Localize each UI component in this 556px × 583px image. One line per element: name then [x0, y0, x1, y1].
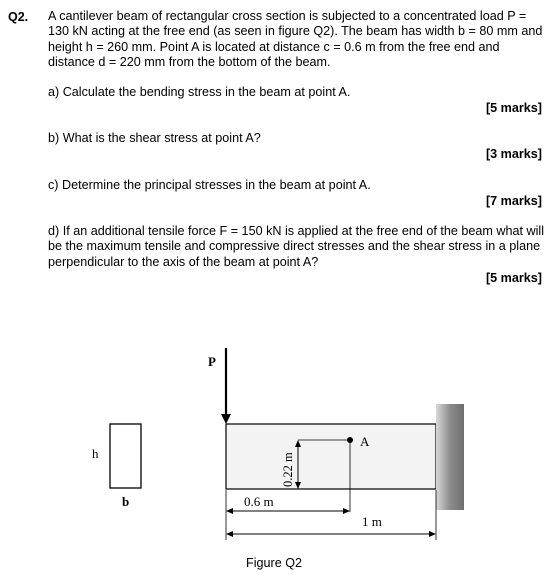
arrowhead-left-icon	[226, 531, 233, 537]
part-a-text: a) Calculate the bending stress in the beam at point A.	[48, 85, 351, 99]
part-b-marks: [3 marks]	[485, 147, 542, 161]
dim-c-label: 0.6 m	[244, 494, 274, 509]
dim-length-label: 1 m	[362, 514, 382, 529]
arrowhead-right-icon	[343, 508, 350, 514]
wall-support	[436, 404, 464, 510]
load-label: P	[208, 354, 216, 369]
figure-caption: Figure Q2	[246, 556, 302, 570]
part-c-marks: [7 marks]	[485, 194, 542, 208]
dim-vertical-label: 0.22 m	[281, 452, 295, 487]
width-label: b	[122, 494, 130, 509]
arrowhead-right-icon	[429, 531, 436, 537]
part-c-text: c) Determine the principal stresses in the beam at point A.	[48, 178, 371, 192]
height-label: h	[92, 446, 99, 461]
part-d-text: d) If an additional tensile force F = 150 kN is applied at the free end of the beam what will be the maximum tensile and compressive direct stresses and the shear stress in a plane perpendicular to the axis of the beam at point A?	[48, 224, 544, 269]
arrowhead-left-icon	[226, 508, 233, 514]
load-arrow-icon	[221, 414, 231, 424]
part-b-text: b) What is the shear stress at point A?	[48, 131, 261, 145]
figure-q2	[0, 330, 556, 555]
cross-section-rect	[110, 424, 141, 488]
part-d-marks: [5 marks]	[485, 271, 542, 285]
question-text: A cantilever beam of rectangular cross section is subjected to a concentrated load P = 130 kN acting at the free end (as seen in figure Q2). The beam has width b = 80 mm and height h = 260 mm. Point A is located at distance c = 0.6 m from the free end and distance d = 220 mm from the bottom of the beam.	[48, 9, 543, 70]
beam-rect	[226, 424, 436, 489]
point-a-label: A	[360, 434, 370, 449]
part-a-marks: [5 marks]	[485, 101, 542, 115]
question-number: Q2.	[8, 10, 29, 24]
